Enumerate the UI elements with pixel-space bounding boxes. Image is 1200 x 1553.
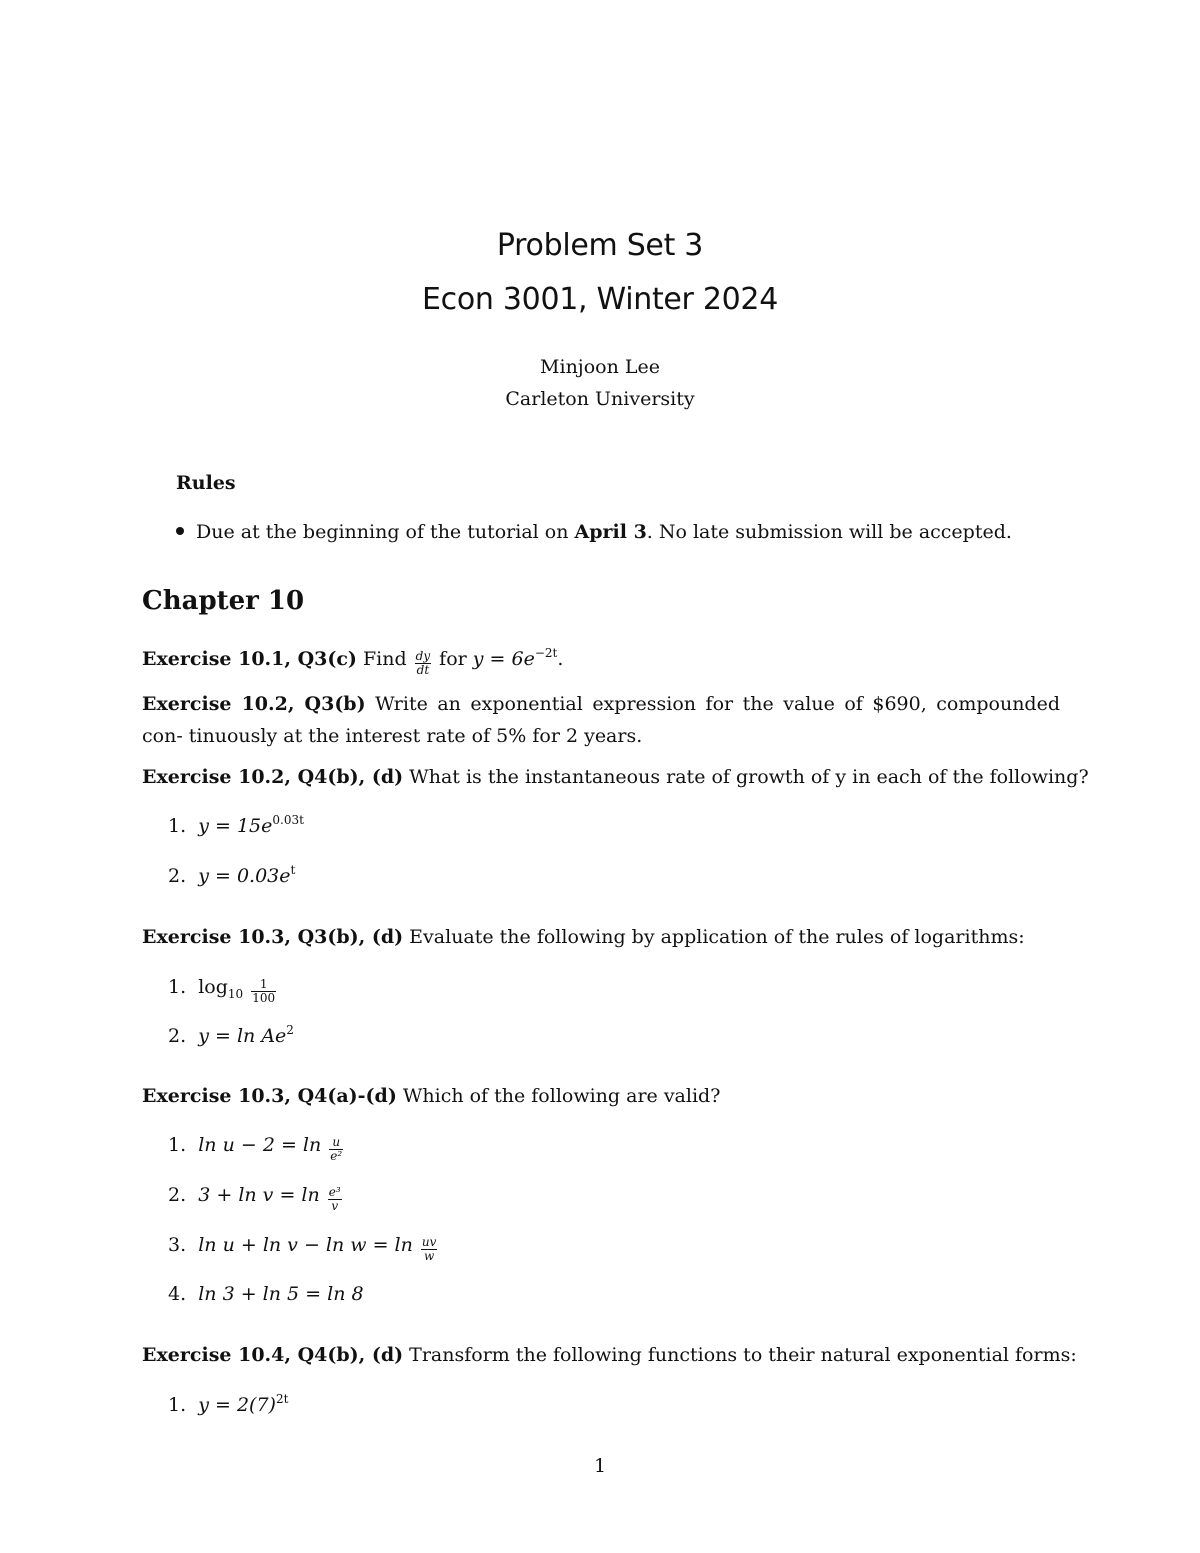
exercise-label: Exercise 10.2, Q3(b) — [142, 693, 366, 715]
list-item — [168, 1025, 294, 1047]
list-item — [168, 1134, 345, 1163]
rules-item-prefix: Due at the beginning of the tutorial on — [196, 521, 575, 543]
list-number: 2. — [168, 865, 187, 887]
institution-name: Carleton University — [505, 388, 695, 410]
exercise-label: Exercise 10.2, Q4(b), (d) — [142, 766, 404, 788]
list-number: 2. — [168, 1025, 187, 1047]
math-exponent: t — [290, 863, 296, 877]
math-expression: 3 + ln v = ln — [198, 1184, 326, 1206]
fraction-numerator: u — [329, 1136, 343, 1150]
fraction-denominator: v — [331, 1199, 339, 1213]
math-expression: ln u + ln v − ln w = ln — [198, 1234, 419, 1256]
math-exponent: 0.03t — [272, 813, 304, 827]
math-exponent: −2t — [534, 646, 558, 660]
log-fraction — [251, 978, 276, 1005]
fraction-numerator: dy — [415, 649, 431, 663]
rules-item-suffix: . No late submission will be accepted. — [646, 521, 1012, 543]
exercise-10-4-q4 — [142, 1344, 1077, 1366]
list-number: 2. — [168, 1184, 187, 1206]
fraction-numerator: uv — [421, 1235, 437, 1249]
exercise-label: Exercise 10.3, Q4(a)-(d) — [142, 1085, 397, 1107]
math-expression: y = 2(7) — [198, 1394, 276, 1416]
math-fraction — [329, 1136, 343, 1163]
exercise-10-3-q4 — [142, 1085, 720, 1107]
list-item — [168, 976, 278, 1005]
fraction-denominator: e² — [330, 1149, 343, 1163]
math-fraction — [421, 1236, 438, 1263]
author-name: Minjoon Lee — [540, 356, 660, 378]
math-expression: y = ln Ae — [198, 1025, 287, 1047]
list-number: 4. — [168, 1283, 187, 1305]
list-item — [168, 1283, 364, 1305]
page-number: 1 — [593, 1455, 607, 1477]
exercise-text: for — [433, 648, 473, 670]
list-item — [168, 815, 304, 837]
list-number: 1. — [168, 1134, 187, 1156]
rules-item-date: April 3 — [574, 521, 647, 543]
math-expression: ln 3 + ln 5 = ln 8 — [198, 1283, 364, 1305]
rules-item — [176, 521, 1012, 543]
list-number: 1. — [168, 815, 187, 837]
math-expression: y = 15e — [198, 815, 273, 837]
exercise-10-3-q3 — [142, 926, 1025, 948]
list-item — [168, 865, 295, 887]
document-title: Problem Set 3 — [496, 228, 704, 263]
math-subscript: 10 — [227, 987, 244, 1001]
bullet-icon — [176, 527, 184, 535]
chapter-heading: Chapter 10 — [142, 586, 305, 616]
list-number: 1. — [168, 976, 187, 998]
exercise-text: Write an exponential expression for the value of $690, compounded con- tinuously at the interest rate of 5% for 2 years. — [142, 693, 1060, 747]
exercise-10-2-q3 — [142, 688, 1060, 752]
fraction-denominator: w — [424, 1249, 435, 1263]
list-item — [168, 1184, 344, 1213]
rules-heading: Rules — [176, 472, 236, 494]
exercise-label: Exercise 10.4, Q4(b), (d) — [142, 1344, 404, 1366]
exercise-text: Which of the following are valid? — [396, 1085, 721, 1107]
exercise-label: Exercise 10.3, Q3(b), (d) — [142, 926, 404, 948]
math-expression: y = 6e — [472, 648, 535, 670]
exercise-text: What is the instantaneous rate of growth of y in each of the following? — [403, 766, 1089, 788]
exercise-text: . — [557, 648, 564, 670]
derivative-fraction — [415, 650, 431, 677]
math-expression: ln u − 2 = ln — [198, 1134, 328, 1156]
math-expression: log — [198, 976, 228, 998]
fraction-numerator: 1 — [251, 978, 276, 992]
exercise-text: Transform the following functions to their natural exponential forms: — [403, 1344, 1077, 1366]
fraction-denominator: 100 — [252, 991, 276, 1005]
list-item — [168, 1234, 439, 1263]
math-expression: y = 0.03e — [198, 865, 291, 887]
list-number: 3. — [168, 1234, 187, 1256]
fraction-numerator: e³ — [328, 1185, 341, 1199]
exercise-text: Evaluate the following by application of the rules of logarithms: — [403, 926, 1025, 948]
exercise-text: Find — [356, 648, 413, 670]
list-item — [168, 1394, 288, 1416]
exercise-label: Exercise 10.1, Q3(c) — [142, 648, 357, 670]
course-name: Econ 3001, Winter 2024 — [422, 282, 778, 317]
fraction-denominator: dt — [416, 663, 430, 677]
math-fraction — [328, 1186, 342, 1213]
math-exponent: 2t — [275, 1392, 289, 1406]
list-number: 1. — [168, 1394, 187, 1416]
exercise-10-2-q4 — [142, 766, 1089, 788]
math-exponent: 2 — [286, 1023, 294, 1037]
exercise-10-1 — [142, 648, 563, 677]
